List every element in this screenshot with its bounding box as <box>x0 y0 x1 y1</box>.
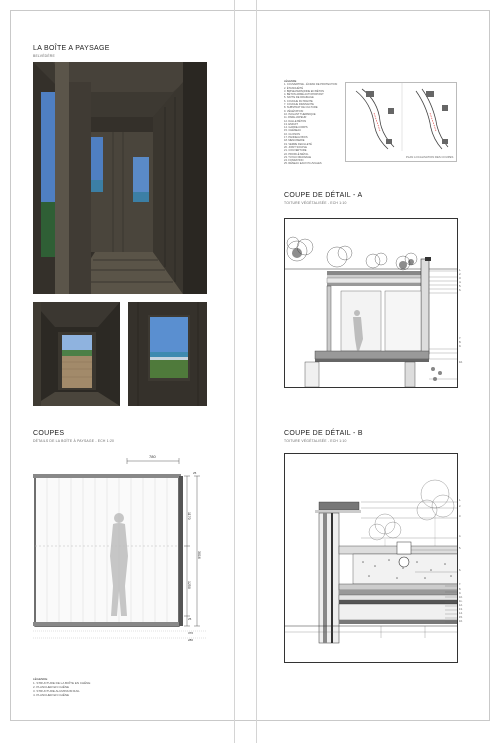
legend-item: 4. BÉTON ARMÉ AUTOPORTANT <box>284 93 324 97</box>
detail-b-subtitle: TOITURE VÉGÉTALISÉE - ECH 1:10 <box>284 439 347 443</box>
callout: 10. <box>459 596 463 599</box>
legend-item: 12. DALLE BÉTON <box>284 119 307 123</box>
legend-item: 22. PROFILÉ MÉTAL <box>284 152 309 156</box>
legend-item: 18. MENUISERIE <box>284 139 305 143</box>
legend-item: 20. JOINT SOUPLE <box>284 145 308 149</box>
legend-item: 23. TUYAU DRAINAGE <box>284 155 312 159</box>
detail-a-title: COUPE DE DÉTAIL - A <box>284 192 363 199</box>
dim-280: 280 <box>188 638 194 642</box>
dim-376: 376 <box>188 631 194 635</box>
callout: 2. <box>459 272 462 276</box>
location-plan-caption: PLAN LOCALISATION DES COUPES <box>406 155 454 159</box>
location-plan <box>345 82 457 162</box>
legend-title: LÉGENDE <box>284 80 297 83</box>
legend-item: 19. VERRE FEUILLETÉ <box>284 142 312 146</box>
callout: 9. <box>459 592 462 595</box>
dim-1250: 1250 <box>187 581 191 589</box>
callout: 2. <box>459 505 462 508</box>
callout: 4. <box>459 535 462 538</box>
page-subtitle: BELVÉDÈRE <box>33 54 55 58</box>
detail-a-subtitle: TOITURE VÉGÉTALISÉE - ECH 1:10 <box>284 201 347 205</box>
dim-3016: 3016 <box>197 551 201 559</box>
sections-legend <box>33 678 90 698</box>
legend-item: 9. VÉGÉTATION <box>284 109 304 113</box>
legend-item: 13. ENDUIT <box>284 122 298 126</box>
callout: 4. <box>459 280 462 284</box>
detail-b-title: COUPE DE DÉTAIL - B <box>284 430 363 437</box>
legend-item: 14. GARDE-CORPS <box>284 126 308 130</box>
section-drawing <box>33 446 207 674</box>
legend-item: 3. STRUCTURE ALUMINIUM RAIL <box>33 688 80 693</box>
callout: 6. <box>459 569 462 572</box>
callout: 9. <box>459 344 462 348</box>
legend-item: 2. ÉTANCHÉITÉ <box>284 86 304 90</box>
callout: 13. <box>459 608 463 611</box>
legend-item: 5. NATTE DE DRAINAGE <box>284 96 314 100</box>
callout: 7. <box>459 583 462 586</box>
callout: 3. <box>459 515 462 518</box>
legend-item: 1. COUVERTINE - ÉCRAN DE PROTECTION <box>284 83 338 87</box>
callout: 10. <box>459 360 463 364</box>
callout: 8. <box>459 588 462 591</box>
legend-item: 16. CLOISON <box>284 132 301 136</box>
interior-photo-window-field <box>33 302 120 406</box>
legend-item: 4. PLANCHER EN CHÊNE <box>33 692 70 697</box>
callout: 16. <box>459 620 463 623</box>
dim-25-top: 25 <box>193 471 197 475</box>
detail-a-drawing <box>284 218 458 388</box>
page-fold-left <box>234 0 235 743</box>
callout: 3. <box>459 276 462 280</box>
legend-item: 6. COUCHE FILTRANTE <box>284 99 313 103</box>
detail-legend <box>284 80 337 166</box>
legend-item: 2. PLANCHER EN CHÊNE <box>33 684 70 689</box>
dim-25-mid: 25 <box>188 617 192 621</box>
legend-item: 21. COUVERTURE <box>284 149 307 153</box>
callout: 8. <box>459 340 462 344</box>
dim-780: 780 <box>149 454 156 459</box>
legend-item: 1. STRUCTURE DE LA BOÎTE EN CHÊNE <box>33 680 91 685</box>
callout: 5. <box>459 547 462 550</box>
legend-item: 7. COUCHE DRAINANTE <box>284 103 314 107</box>
detail-b-drawing <box>284 453 458 663</box>
callout: 15. <box>459 616 463 619</box>
legend-item: 15. CHÉNEAU <box>284 129 302 133</box>
legend-item: 11. PARE-VAPEUR <box>284 116 307 120</box>
legend-item: 8. SUBSTRAT DE CULTURE <box>284 106 318 110</box>
callout: 7. <box>459 336 462 340</box>
legend-title: LÉGENDE <box>33 677 48 681</box>
callout: 5. <box>459 284 462 288</box>
sections-subtitle: DÉTAILS DE LA BOÎTE À PAYSAGE - ECH 1:20 <box>33 439 115 443</box>
legend-item: 24. FONDATION <box>284 159 304 163</box>
detail-b-callouts <box>459 499 463 624</box>
sections-title: COUPES <box>33 430 65 437</box>
callout: 1. <box>459 268 462 272</box>
page-fold-right <box>256 0 257 743</box>
page-title: LA BOÎTE A PAYSAGE <box>33 45 110 52</box>
callout: 14. <box>459 612 463 615</box>
callout: 1. <box>459 499 462 502</box>
interior-photo-window-sea <box>128 302 207 406</box>
interior-photo-main <box>33 62 207 294</box>
detail-a-callouts <box>459 268 463 364</box>
legend-item: 3. BRISE-PERSONNE EN BÉTON <box>284 89 325 93</box>
legend-item: 17. PANNEAU BOIS <box>284 136 308 140</box>
legend-item: 10. ISOLANT THERMIQUE <box>284 112 316 116</box>
callout: 6. <box>459 288 462 292</box>
dim-1170: 1170 <box>187 512 191 520</box>
callout: 12. <box>459 604 463 607</box>
callout: 11. <box>459 600 463 603</box>
legend-item: 25. RÉSEAU EAUX PLUVIALES <box>284 162 322 166</box>
